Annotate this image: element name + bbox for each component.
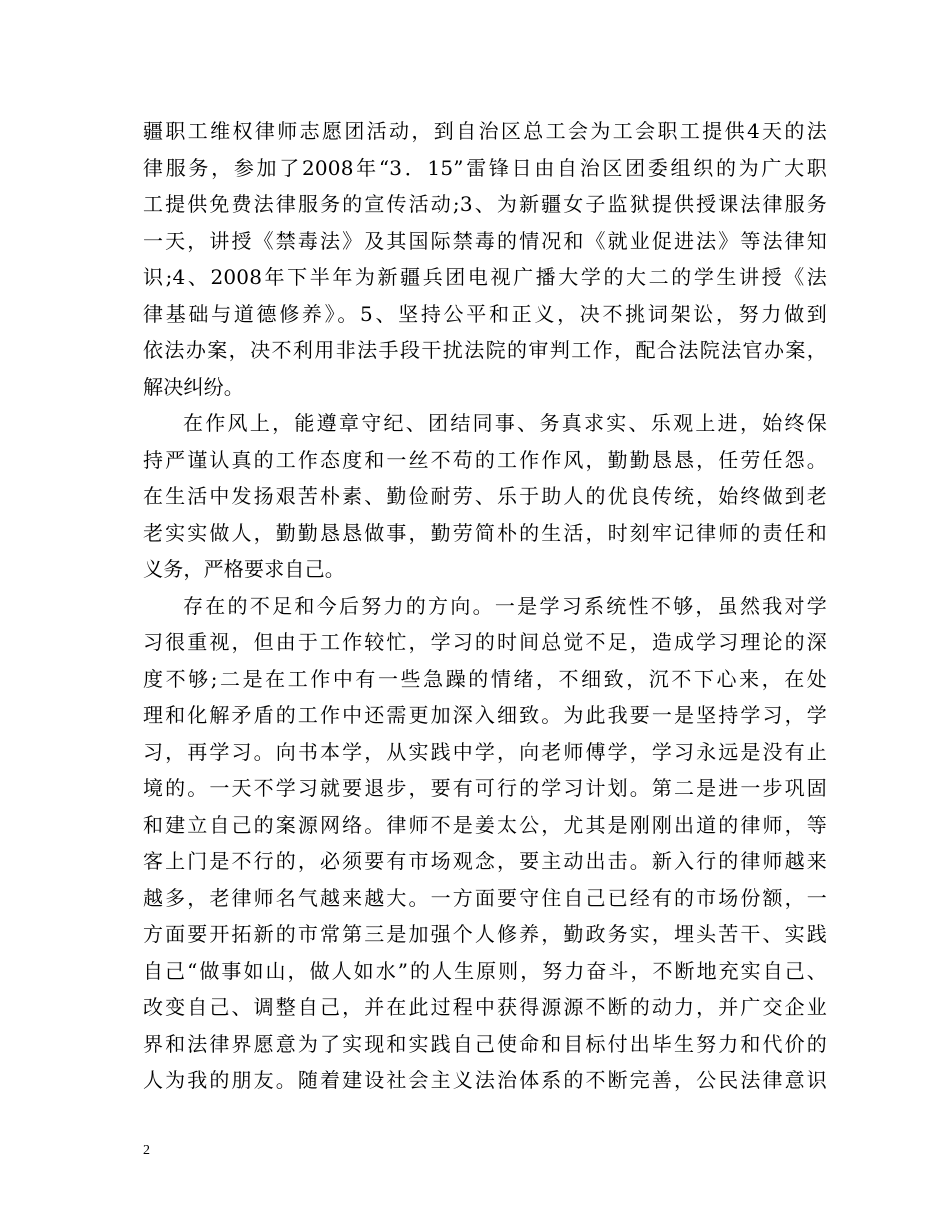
text-line: 律服务，参加了2008年“3．15”雷锋日由自治区团委组织的为广大职 <box>143 155 827 180</box>
text-line: 客上门是不行的，必须要有市场观念，要主动出击。新入行的律师越来 <box>143 849 827 873</box>
text-line: 解决纠纷。 <box>143 374 244 399</box>
text-line: 理和化解矛盾的工作中还需更加深入细致。为此我要一是坚持学习，学 <box>143 703 827 727</box>
text-line: 义务，严格要求自己。 <box>143 557 345 581</box>
text-line: 持严谨认真的工作态度和一丝不苟的工作作风，勤勤恳恳，任劳任怨。 <box>143 447 827 472</box>
text-line: 自己“做事如山，做人如水”的人生原则，努力奋斗，不断地充实自己、 <box>143 958 827 983</box>
text-line: 一天，讲授《禁毒法》及其国际禁毒的情况和《就业促进法》等法律知 <box>143 228 827 253</box>
text-line: 习，再学习。向书本学，从实践中学，向老师傅学，学习永远是没有止 <box>143 739 827 764</box>
text-line: 习很重视，但由于工作较忙，学习的时间总觉不足，造成学习理论的深 <box>143 630 827 654</box>
text-line: 工提供免费法律服务的宣传活动;3、为新疆女子监狱提供授课法律服务 <box>143 192 827 216</box>
text-line: 境的。一天不学习就要退步，要有可行的学习计划。第二是进一步巩固 <box>143 776 827 800</box>
text-line: 老实实做人，勤勤恳恳做事，勤劳简朴的生活，时刻牢记律师的责任和 <box>143 520 827 545</box>
text-line: 改变自己、调整自己，并在此过程中获得源源不断的动力，并广交企业 <box>143 995 827 1019</box>
text-line: 界和法律界愿意为了实现和实践自己使命和目标付出毕生努力和代价的 <box>143 1031 827 1056</box>
text-line: 依法办案，决不利用非法手段干扰法院的审判工作，配合法院法官办案， <box>143 338 827 362</box>
paragraph-start: 存在的不足和今后努力的方向。一是学习系统性不够，虽然我对学 <box>183 593 827 618</box>
text-line: 人为我的朋友。随着建设社会主义法治体系的不断完善，公民法律意识 <box>143 1068 827 1092</box>
page-number: 2 <box>143 1143 150 1158</box>
text-line: 律基础与道德修养》。5、坚持公平和正义，决不挑词架讼，努力做到 <box>143 301 827 326</box>
text-line: 识;4、2008年下半年为新疆兵团电视广播大学的大二的学生讲授《法 <box>143 265 827 289</box>
text-line: 和建立自己的案源网络。律师不是姜太公，尤其是刚刚出道的律师，等 <box>143 812 827 837</box>
text-line: 在生活中发扬艰苦朴素、勤俭耐劳、乐于助人的优良传统，始终做到老 <box>143 484 827 508</box>
paragraph-start: 在作风上，能遵章守纪、团结同事、务真求实、乐观上进，始终保 <box>183 411 827 435</box>
text-line: 越多，老律师名气越来越大。一方面要守住自己已经有的市场份额，一 <box>143 885 827 910</box>
body-text <box>143 113 827 1099</box>
text-line: 疆职工维权律师志愿团活动，到自治区总工会为工会职工提供4天的法 <box>143 119 827 143</box>
text-line: 方面要开拓新的市常第三是加强个人修养，勤政务实，埋头苦干、实践 <box>143 922 827 946</box>
text-line: 度不够;二是在工作中有一些急躁的情绪，不细致，沉不下心来，在处 <box>143 666 827 691</box>
